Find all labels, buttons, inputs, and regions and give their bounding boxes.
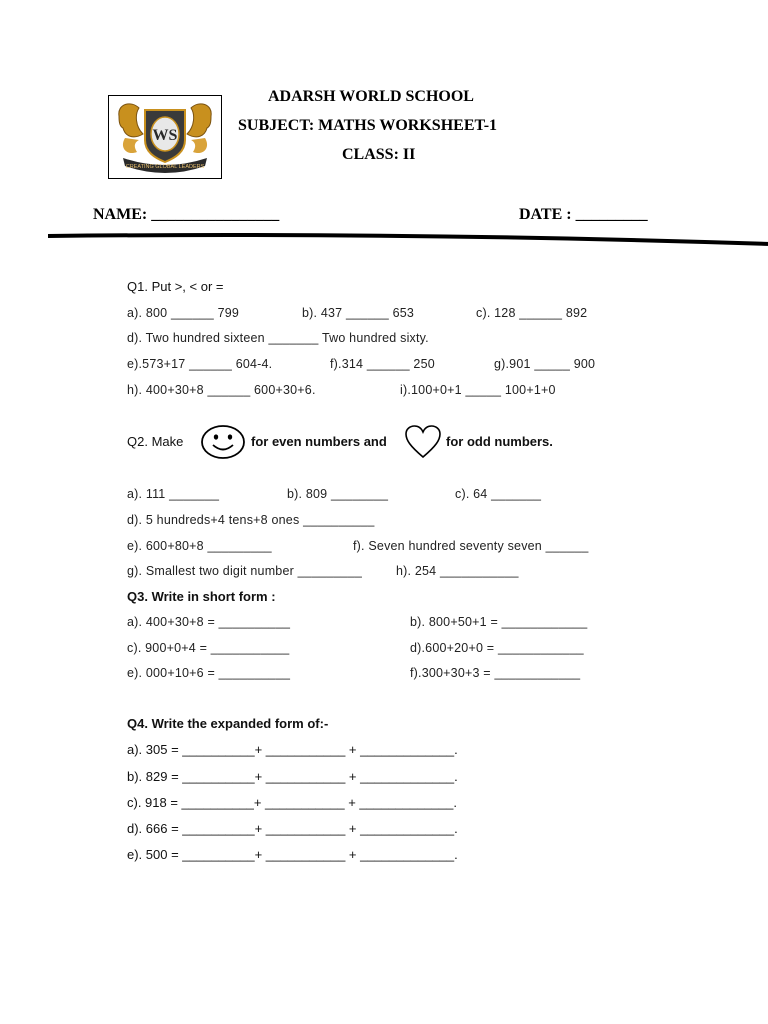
- q3-item-c: c). 900+0+4 = ___________: [127, 641, 290, 655]
- q3-item-a: a). 400+30+8 = __________: [127, 615, 291, 629]
- q2-item-b: b). 809 ________: [287, 487, 389, 501]
- date-field[interactable]: DATE : _________: [519, 206, 648, 223]
- q2-title-even: for even numbers and: [251, 434, 387, 449]
- q1-item-d: d). Two hundred sixteen _______ Two hundred sixty.: [127, 331, 429, 345]
- q3-item-b: b). 800+50+1 = ____________: [410, 615, 588, 629]
- school-name: ADARSH WORLD SCHOOL: [268, 88, 474, 105]
- q1-item-b: b). 437 ______ 653: [302, 306, 415, 320]
- q2-title-make: Q2. Make: [127, 434, 184, 449]
- school-crest-logo-icon: [109, 96, 221, 178]
- q2-item-d: d). 5 hundreds+4 tens+8 ones __________: [127, 513, 375, 527]
- q4-item-d: d). 666 = __________+ ___________ + _____________.: [127, 821, 458, 836]
- svg-text:WS: WS: [152, 127, 178, 144]
- q2-item-c: c). 64 _______: [455, 487, 542, 501]
- heart-icon: [404, 424, 442, 460]
- q4-item-e: e). 500 = __________+ ___________ + _____________.: [127, 847, 458, 862]
- q3-title: Q3. Write in short form :: [127, 589, 276, 604]
- q1-item-i: i).100+0+1 _____ 100+1+0: [400, 383, 556, 397]
- q2-item-e: e). 600+80+8 _________: [127, 539, 272, 553]
- q4-item-c: c). 918 = __________+ ___________ + _____________.: [127, 795, 458, 810]
- header-divider: [48, 232, 768, 246]
- q3-item-f: f).300+30+3 = ____________: [410, 666, 581, 680]
- q4-title: Q4. Write the expanded form of:-: [127, 716, 329, 731]
- q4-item-b: b). 829 = __________+ ___________ + _____________.: [127, 769, 458, 784]
- q2-title-odd: for odd numbers.: [446, 434, 553, 449]
- q3-item-e: e). 000+10+6 = __________: [127, 666, 291, 680]
- class-label: CLASS: II: [342, 146, 416, 163]
- q1-item-a: a). 800 ______ 799: [127, 306, 240, 320]
- logo-motto: CREATING GLOBAL LEADERS: [125, 164, 205, 170]
- q1-item-g: g).901 _____ 900: [494, 357, 596, 371]
- q1-item-h: h). 400+30+8 ______ 600+30+6.: [127, 383, 316, 397]
- worksheet-subject: SUBJECT: MATHS WORKSHEET-1: [238, 117, 498, 134]
- q2-item-a: a). 111 _______: [127, 487, 220, 501]
- q4-item-a: a). 305 = __________+ ___________ + _____________.: [127, 742, 458, 757]
- school-logo: [108, 95, 222, 179]
- q2-item-h: h). 254 ___________: [396, 564, 519, 578]
- q1-item-c: c). 128 ______ 892: [476, 306, 588, 320]
- smiley-face-icon: [200, 424, 246, 460]
- q1-item-f: f).314 ______ 250: [330, 357, 435, 371]
- q3-item-d: d).600+20+0 = ____________: [410, 641, 584, 655]
- q2-item-f: f). Seven hundred seventy seven ______: [353, 539, 589, 553]
- q1-title: Q1. Put >, < or =: [127, 279, 224, 294]
- q1-item-e: e).573+17 ______ 604-4.: [127, 357, 273, 371]
- q2-item-g: g). Smallest two digit number _________: [127, 564, 363, 578]
- student-name-field[interactable]: NAME: ________________: [93, 206, 280, 223]
